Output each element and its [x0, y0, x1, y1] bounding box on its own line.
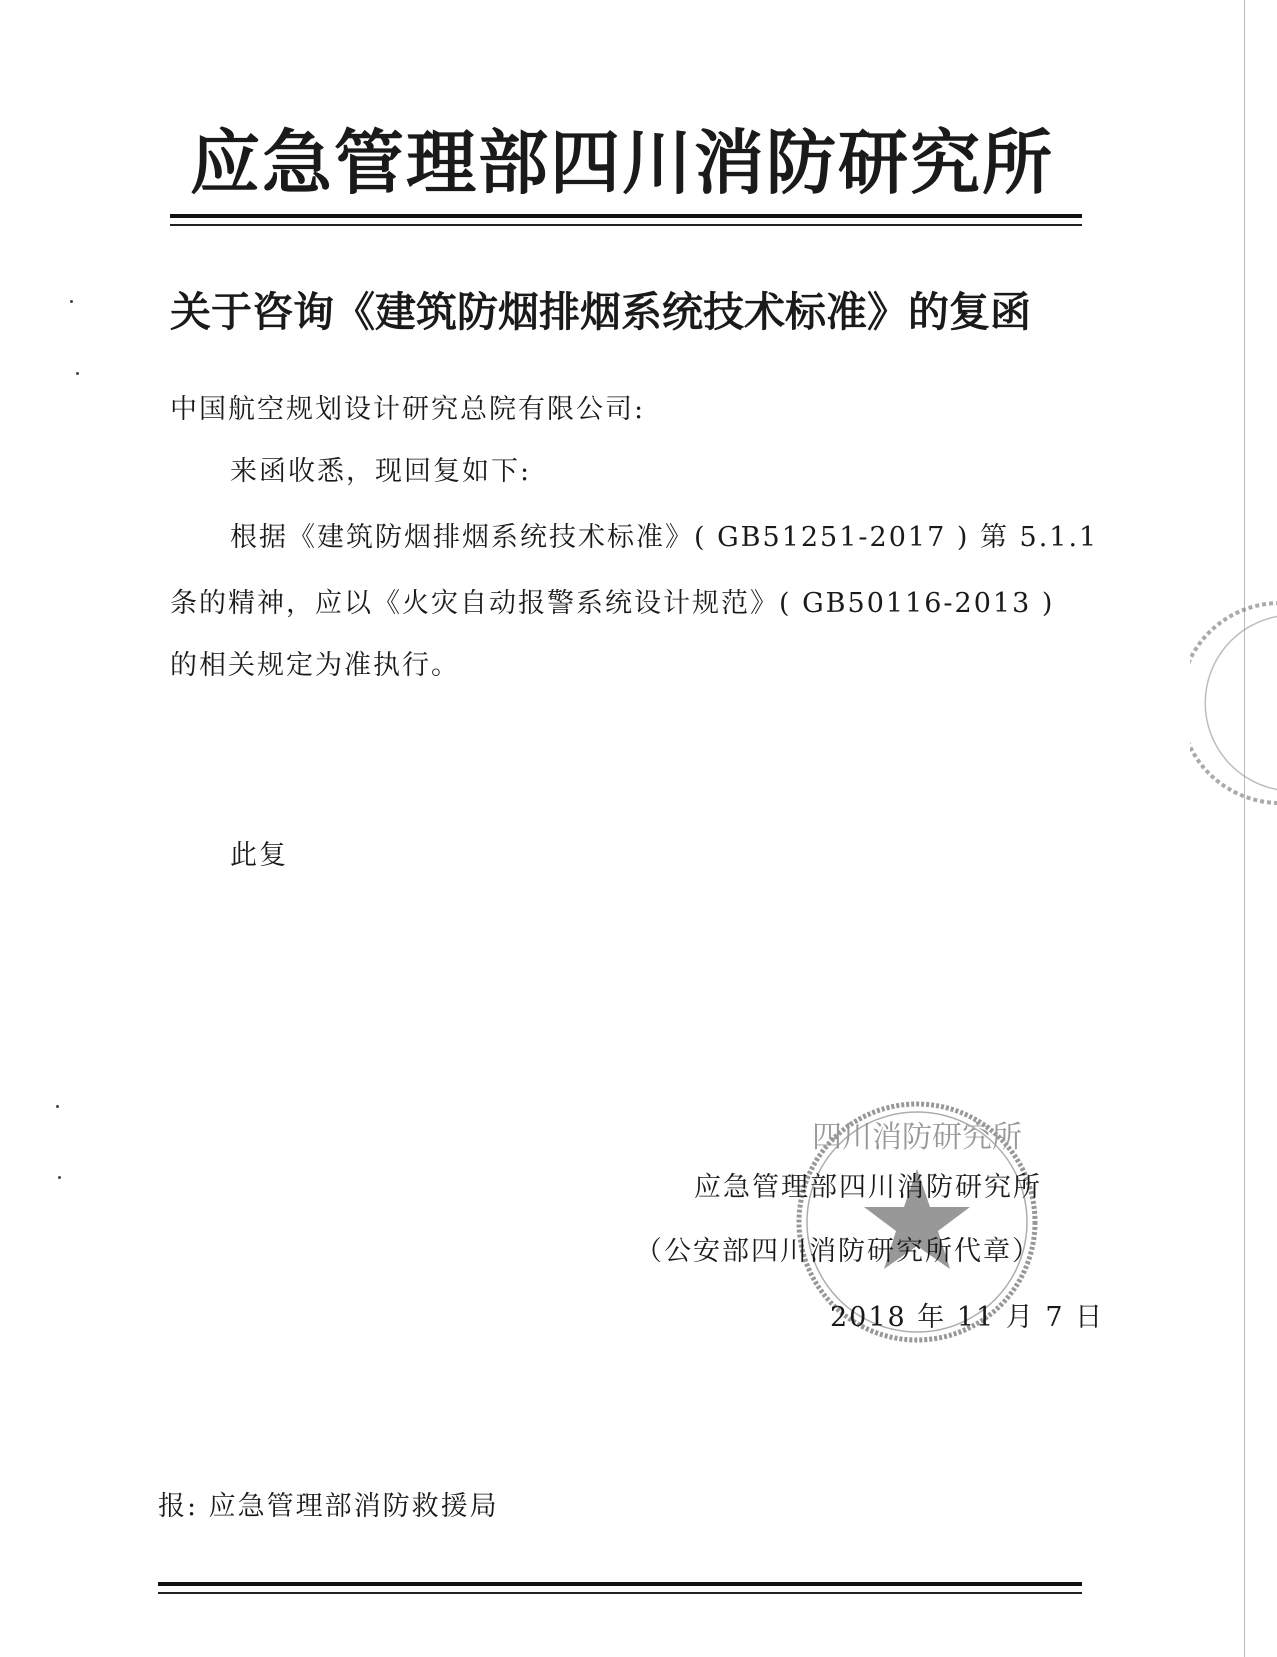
signature-seal-note: （公安部四川消防研究所代章） — [635, 1236, 1041, 1267]
signature-organization: 应急管理部四川消防研究所 — [694, 1172, 1042, 1203]
letterhead-title: 应急管理部四川消防研究所 — [190, 121, 1054, 204]
letterhead-rule-thick — [170, 214, 1082, 218]
report-to-line: 报: 应急管理部消防救援局 — [158, 1491, 499, 1522]
footer-rule-thick — [158, 1582, 1082, 1586]
scan-speck — [56, 1105, 59, 1108]
letter-closing: 此复 — [230, 840, 288, 871]
letter-paragraph-2-line-2: 条的精神，应以《火灾自动报警系统设计规范》( GB50116-2013 ) — [170, 588, 1055, 619]
letterhead-rule-thin — [170, 224, 1082, 226]
signature-date: 2018 年 11 月 7 日 — [830, 1302, 1105, 1333]
letter-subject: 关于咨询《建筑防烟排烟系统技术标准》的复函 — [170, 288, 1031, 336]
scan-speck — [70, 300, 73, 303]
footer-rule-thin — [158, 1592, 1082, 1594]
letter-paragraph-2-line-1: 根据《建筑防烟排烟系统技术标准》( GB51251-2017 ) 第 5.1.1 — [230, 522, 1099, 553]
letter-paragraph-2-line-3: 的相关规定为准执行。 — [170, 650, 460, 681]
partial-edge-seal — [1190, 598, 1277, 808]
scan-speck — [76, 372, 79, 375]
scan-speck — [58, 1176, 61, 1179]
letter-addressee: 中国航空规划设计研究总院有限公司: — [170, 394, 646, 425]
scan-margin-line — [1244, 0, 1245, 1657]
seal-text: 四川消防研究所 — [812, 1120, 1022, 1155]
letter-paragraph-1: 来函收悉，现回复如下: — [230, 456, 532, 487]
